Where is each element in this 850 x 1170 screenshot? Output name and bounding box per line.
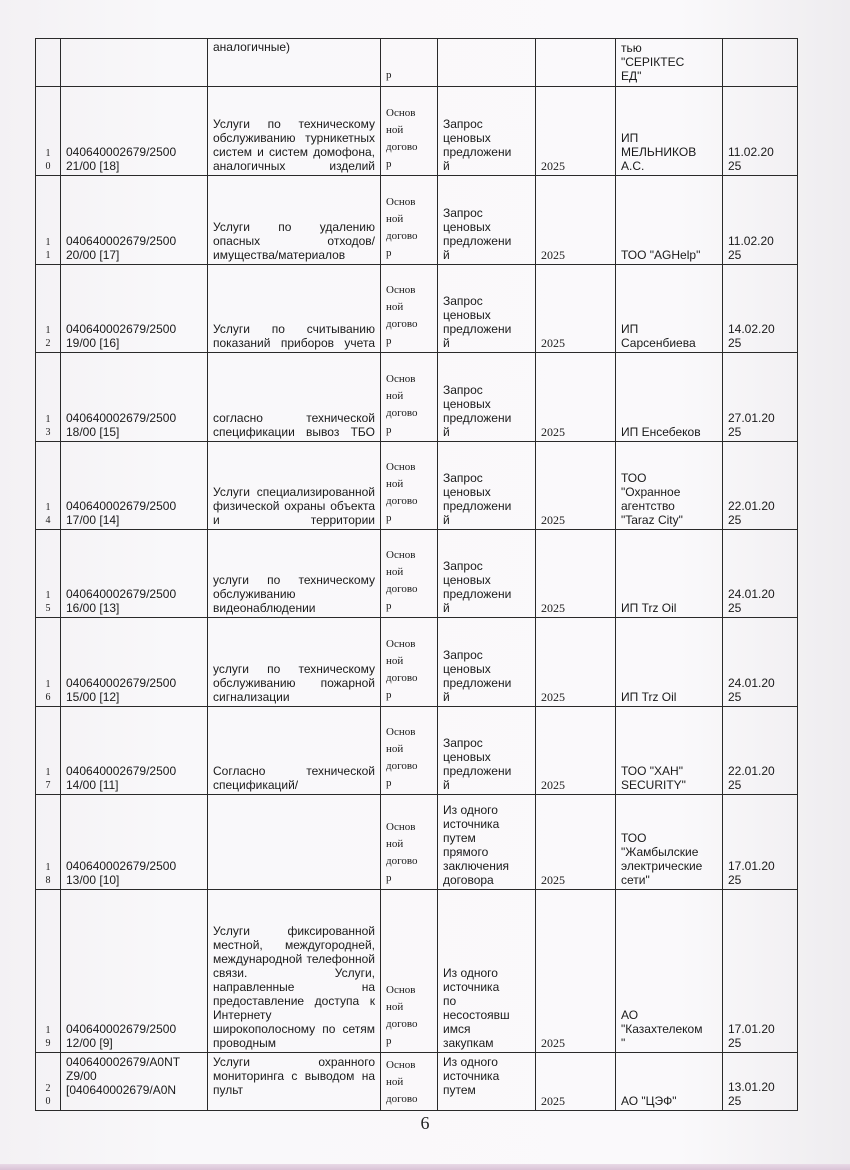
- table-row: [36, 530, 798, 618]
- date-text: 17.01.20 25: [728, 859, 775, 887]
- type-cell: [381, 353, 438, 442]
- supplier-text: ИП Сарсенбиева: [621, 322, 696, 350]
- desc-text: аналогичные): [213, 40, 291, 54]
- method-cell: [438, 87, 536, 176]
- date-cell: [723, 890, 798, 1053]
- type-cell: [381, 39, 438, 87]
- code-text: 040640002679/2500 15/00 [12]: [66, 676, 177, 704]
- date-cell: [723, 353, 798, 442]
- type-cell: [381, 87, 438, 176]
- year-text: 2025: [541, 778, 565, 792]
- supplier-cell: [616, 530, 723, 618]
- year-text: 2025: [541, 425, 565, 439]
- supplier-text: ТОО "ХАН" SECURITY": [621, 764, 686, 792]
- code-text: 040640002679/2500 20/00 [17]: [66, 234, 177, 262]
- code-text: 040640002679/2500 18/00 [15]: [66, 411, 177, 439]
- method-text: Из одного источника путем: [443, 1055, 500, 1097]
- desc-cell: [208, 618, 381, 707]
- num-text: 13: [45, 414, 51, 438]
- supplier-cell: [616, 890, 723, 1053]
- num-text: 20: [45, 1083, 51, 1107]
- date-cell: [723, 795, 798, 890]
- code-cell: [61, 1053, 208, 1111]
- supplier-cell: [616, 39, 723, 87]
- table-row-continuation: [36, 39, 798, 87]
- type-text: Основ ной догово р: [386, 461, 418, 524]
- year-text: 2025: [541, 248, 565, 262]
- year-text: 2025: [541, 873, 565, 887]
- date-text: 13.01.20 25: [728, 1080, 775, 1108]
- num-cell: [36, 618, 61, 707]
- type-cell: [381, 795, 438, 890]
- method-cell: [438, 1053, 536, 1111]
- num-cell: [36, 353, 61, 442]
- table-body: [36, 39, 798, 1111]
- supplier-text: АО "Казахтелеком ": [621, 1008, 703, 1050]
- procurement-table: [35, 38, 798, 1111]
- method-cell: [438, 353, 536, 442]
- method-text: Запрос ценовых предложени й: [443, 559, 512, 615]
- table-row: [36, 265, 798, 353]
- desc-text: Услуги фиксированной местной, междугородней, международной телефонной связи. Услуги, направленные на предоставление доступа к Интернету широкополосному по сетям проводным: [213, 924, 375, 1050]
- year-cell: [536, 1053, 616, 1111]
- desc-text: Услуги по удалению опасных отходов/имущества/материалов: [213, 220, 375, 262]
- type-text: Основ ной догово р: [386, 821, 418, 884]
- year-text: 2025: [541, 513, 565, 527]
- num-cell: [36, 707, 61, 795]
- table-row: [36, 87, 798, 176]
- supplier-cell: [616, 707, 723, 795]
- page-bottom-edge: [0, 1164, 850, 1170]
- num-cell: [36, 530, 61, 618]
- type-text: Основ ной догово р: [386, 549, 418, 612]
- date-text: 14.02.20 25: [728, 322, 775, 350]
- supplier-cell: [616, 353, 723, 442]
- code-cell: [61, 176, 208, 265]
- type-text: Основ ной догово р: [386, 373, 418, 436]
- date-text: 27.01.20 25: [728, 411, 775, 439]
- code-cell: [61, 265, 208, 353]
- num-text: 10: [45, 148, 51, 172]
- code-text: 040640002679/2500 19/00 [16]: [66, 322, 177, 350]
- code-cell: [61, 442, 208, 530]
- type-text: Основ ной догово р: [386, 284, 418, 347]
- supplier-text: ТОО "Жамбылские электрические сети": [621, 831, 703, 887]
- code-cell: [61, 890, 208, 1053]
- date-cell: [723, 1053, 798, 1111]
- type-cell: [381, 1053, 438, 1111]
- method-text: Запрос ценовых предложени й: [443, 736, 512, 792]
- desc-text: Услуги специализированной физической охраны объекта и территории: [213, 485, 375, 527]
- code-text: 040640002679/2500 13/00 [10]: [66, 859, 177, 887]
- desc-text: Услуги по техническому обслуживанию турникетных систем и систем домофона, аналогичных изделий: [213, 117, 375, 173]
- date-text: 11.02.20 25: [728, 145, 774, 173]
- date-cell: [723, 530, 798, 618]
- supplier-text: АО "ЦЭФ": [621, 1094, 677, 1108]
- code-cell: [61, 39, 208, 87]
- desc-cell: [208, 530, 381, 618]
- year-cell: [536, 795, 616, 890]
- num-text: 12: [45, 325, 51, 349]
- method-cell: [438, 176, 536, 265]
- supplier-cell: [616, 265, 723, 353]
- year-text: 2025: [541, 159, 565, 173]
- method-text: Запрос ценовых предложени й: [443, 648, 512, 704]
- method-text: Запрос ценовых предложени й: [443, 294, 512, 350]
- num-cell: [36, 1053, 61, 1111]
- method-text: Запрос ценовых предложени й: [443, 117, 512, 173]
- date-text: 17.01.20 25: [728, 1022, 775, 1050]
- table-row: [36, 890, 798, 1053]
- desc-cell: [208, 795, 381, 890]
- type-cell: [381, 707, 438, 795]
- year-cell: [536, 265, 616, 353]
- method-cell: [438, 265, 536, 353]
- num-cell: [36, 176, 61, 265]
- supplier-text: ТОО "Охранное агентство "Taraz City": [621, 471, 683, 527]
- supplier-cell: [616, 176, 723, 265]
- code-cell: [61, 530, 208, 618]
- method-cell: [438, 442, 536, 530]
- code-cell: [61, 353, 208, 442]
- table-row: [36, 442, 798, 530]
- year-text: 2025: [541, 601, 565, 615]
- desc-text: услуги по техническому обслуживанию видеонаблюдении: [213, 573, 375, 615]
- supplier-cell: [616, 1053, 723, 1111]
- method-cell: [438, 795, 536, 890]
- num-text: 16: [45, 679, 51, 703]
- type-text: Основ ной догово р: [386, 638, 418, 701]
- type-cell: [381, 176, 438, 265]
- supplier-text: ТОО "AGHelp": [621, 248, 701, 262]
- supplier-text: ИП Trz Oil: [621, 601, 677, 615]
- type-text: Основ ной догово р: [386, 196, 418, 259]
- year-cell: [536, 890, 616, 1053]
- year-cell: [536, 707, 616, 795]
- year-text: 2025: [541, 336, 565, 350]
- supplier-text: ИП Енсебеков: [621, 425, 701, 439]
- method-cell: [438, 530, 536, 618]
- supplier-text: тью "СЕРІКТЕС ЕД": [621, 41, 685, 83]
- table-row: [36, 1053, 798, 1111]
- method-text: Запрос ценовых предложени й: [443, 383, 512, 439]
- code-cell: [61, 618, 208, 707]
- num-text: 17: [45, 767, 51, 791]
- code-text: 040640002679/2500 17/00 [14]: [66, 499, 177, 527]
- code-cell: [61, 707, 208, 795]
- method-cell: [438, 707, 536, 795]
- type-text: р: [386, 69, 392, 81]
- year-cell: [536, 442, 616, 530]
- method-text: Запрос ценовых предложени й: [443, 471, 512, 527]
- supplier-cell: [616, 618, 723, 707]
- date-text: 22.01.20 25: [728, 499, 775, 527]
- method-cell: [438, 618, 536, 707]
- desc-cell: [208, 39, 381, 87]
- year-cell: [536, 39, 616, 87]
- year-text: 2025: [541, 1094, 565, 1108]
- date-cell: [723, 265, 798, 353]
- type-text: Основ ной догово р: [386, 726, 418, 789]
- type-text: Основ ной догово р: [386, 107, 418, 170]
- table-row: [36, 707, 798, 795]
- supplier-cell: [616, 442, 723, 530]
- table-row: [36, 795, 798, 890]
- supplier-text: ИП Trz Oil: [621, 690, 677, 704]
- desc-text: согласно технической спецификации вывоз ТБО: [213, 411, 375, 439]
- code-text: 040640002679/2500 16/00 [13]: [66, 587, 177, 615]
- method-text: Из одного источника путем прямого заключения договора: [443, 803, 510, 887]
- code-cell: [61, 87, 208, 176]
- desc-cell: [208, 707, 381, 795]
- method-text: Из одного источника по несостоявш имся закупкам: [443, 966, 510, 1050]
- code-text: 040640002679/2500 12/00 [9]: [66, 1022, 177, 1050]
- date-cell: [723, 176, 798, 265]
- date-cell: [723, 442, 798, 530]
- num-text: 18: [45, 862, 51, 886]
- type-cell: [381, 530, 438, 618]
- desc-cell: [208, 87, 381, 176]
- date-cell: [723, 618, 798, 707]
- num-cell: [36, 795, 61, 890]
- num-cell: [36, 890, 61, 1053]
- table-row: [36, 176, 798, 265]
- desc-text: Согласно технической спецификаций/: [213, 764, 375, 792]
- desc-text: Услуги охранного мониторинга с выводом на пульт: [213, 1055, 375, 1097]
- supplier-text: ИП МЕЛЬНИКОВ А.С.: [621, 131, 697, 173]
- date-text: 24.01.20 25: [728, 676, 775, 704]
- num-text: 14: [45, 502, 51, 526]
- date-text: 22.01.20 25: [728, 764, 775, 792]
- type-cell: [381, 618, 438, 707]
- num-cell: [36, 442, 61, 530]
- year-cell: [536, 618, 616, 707]
- num-cell: [36, 39, 61, 87]
- type-text: Основ ной догово р: [386, 984, 418, 1047]
- num-text: 15: [45, 590, 51, 614]
- desc-text: услуги по техническому обслуживанию пожарной сигнализации: [213, 662, 375, 704]
- method-text: Запрос ценовых предложени й: [443, 206, 512, 262]
- year-cell: [536, 353, 616, 442]
- year-text: 2025: [541, 690, 565, 704]
- page-number: 6: [420, 1113, 430, 1133]
- year-cell: [536, 176, 616, 265]
- year-cell: [536, 530, 616, 618]
- desc-cell: [208, 176, 381, 265]
- desc-cell: [208, 353, 381, 442]
- year-cell: [536, 87, 616, 176]
- code-text: 040640002679/2500 14/00 [11]: [66, 764, 177, 792]
- type-cell: [381, 265, 438, 353]
- num-cell: [36, 265, 61, 353]
- desc-text: Услуги по считыванию показаний приборов учета: [213, 322, 375, 350]
- supplier-cell: [616, 87, 723, 176]
- supplier-cell: [616, 795, 723, 890]
- table-row: [36, 353, 798, 442]
- desc-cell: [208, 265, 381, 353]
- date-cell: [723, 39, 798, 87]
- desc-cell: [208, 1053, 381, 1111]
- type-text: Основ ной догово: [386, 1059, 418, 1105]
- code-text: 040640002679/A0NT Z9/00 [040640002679/A0N: [66, 1055, 181, 1097]
- date-text: 24.01.20 25: [728, 587, 775, 615]
- type-cell: [381, 442, 438, 530]
- num-text: 19: [45, 1025, 51, 1049]
- method-cell: [438, 39, 536, 87]
- num-text: 11: [45, 237, 51, 261]
- date-cell: [723, 87, 798, 176]
- table-row: [36, 618, 798, 707]
- code-text: 040640002679/2500 21/00 [18]: [66, 145, 177, 173]
- num-cell: [36, 87, 61, 176]
- year-text: 2025: [541, 1036, 565, 1050]
- type-cell: [381, 890, 438, 1053]
- date-text: 11.02.20 25: [728, 234, 774, 262]
- code-cell: [61, 795, 208, 890]
- desc-cell: [208, 442, 381, 530]
- method-cell: [438, 890, 536, 1053]
- date-cell: [723, 707, 798, 795]
- desc-cell: [208, 890, 381, 1053]
